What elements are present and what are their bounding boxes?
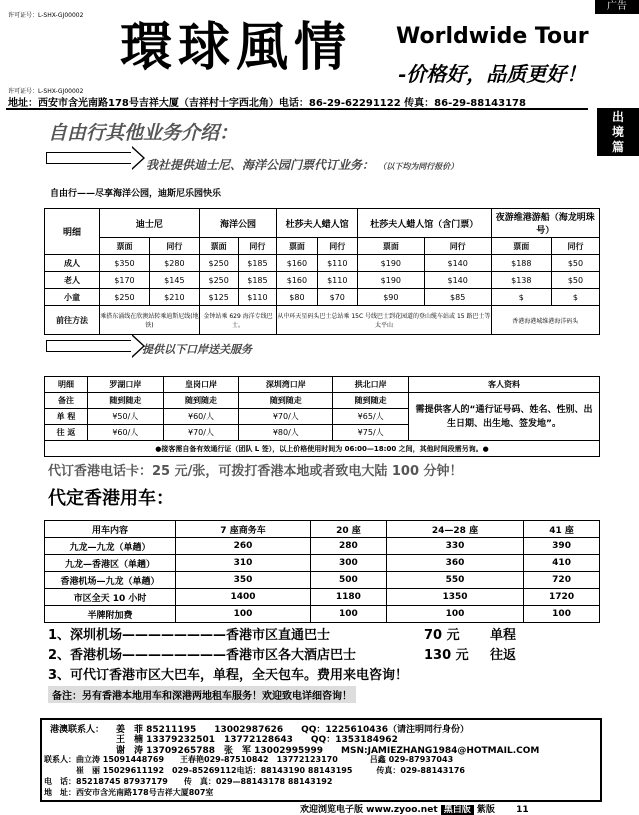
price-cell: 330 xyxy=(386,538,523,555)
subhead-border: 提供以下口岸送关服务 xyxy=(142,343,252,356)
sub-header-face: 票面 xyxy=(491,238,551,255)
price-cell: $140 xyxy=(424,255,491,272)
tickets-row-header: 明细 xyxy=(45,209,100,255)
price-cell: $70 xyxy=(317,289,357,306)
border-footnote: ●接客需自备有效通行证（团队 L 签），以上价格使用时间为 06:00—18:00 之间，其他时间段需另询。● xyxy=(45,441,600,457)
table-row xyxy=(45,606,600,623)
method-cell: 从中环天星码头巴士总站乘 15C 号线巴士到花园道的登山缆车站或 15 路巴士等太平山 xyxy=(277,306,491,335)
row-label: 前往方法 xyxy=(45,306,100,335)
table-row xyxy=(45,589,600,606)
table-row xyxy=(45,393,600,409)
border-row-header: 明细 xyxy=(45,377,88,393)
price-cell: 100 xyxy=(176,606,311,623)
free-trip-line: 自由行——尽享海洋公园，迪斯尼乐园快乐 xyxy=(50,189,222,199)
car-route: 香港机场—九龙（单趟） xyxy=(45,572,176,589)
page-number: 11 xyxy=(516,805,529,815)
bus-line-2-price: 130 元 xyxy=(424,648,469,663)
venue-header: 杜莎夫人蜡人馆（含门票） xyxy=(357,209,491,238)
contact-line: 地 址：西安市含光南路178号吉祥大厦807室 xyxy=(44,788,214,797)
logo-en: Worldwide Tour xyxy=(396,24,589,49)
price-cell: 360 xyxy=(386,555,523,572)
guest-info-cell: 需提供客人的“通行证号码、姓名、性别、出生日期、出生地、签发地”。 xyxy=(409,393,600,441)
price-cell: 300 xyxy=(311,555,387,572)
bus-line-3: 3、可代订香港市区大巴车，单程，全天包车。费用来电咨询！ xyxy=(48,668,409,683)
table-row xyxy=(45,306,600,335)
side-tab-char: 出 xyxy=(611,110,624,124)
car-header: 用车内容 xyxy=(45,521,176,538)
price-cell: $185 xyxy=(238,272,277,289)
arrow-icon xyxy=(46,340,131,352)
price-cell: $90 xyxy=(357,289,424,306)
price-cell: $250 xyxy=(100,289,150,306)
price-cell: ¥60/人 xyxy=(88,425,164,441)
price-cell: 260 xyxy=(176,538,311,555)
remark-line: 备注：另有香港本地用车和深港两地租车服务！欢迎致电详细咨询！ xyxy=(48,686,356,703)
sub-header-face: 票面 xyxy=(277,238,317,255)
car-route: 九龙—香港区（单趟） xyxy=(45,555,176,572)
contact-line: 姜 菲 85211195 13002987626 QQ：1225610436（请注明同行身份） xyxy=(116,725,470,735)
price-cell: 100 xyxy=(524,606,600,623)
venue-header: 夜游维港游船（海龙明珠号） xyxy=(491,209,599,238)
side-tab-outbound xyxy=(597,108,639,156)
car-route: 九龙—九龙（单趟） xyxy=(45,538,176,555)
price-cell: $80 xyxy=(277,289,317,306)
contact-box xyxy=(40,718,602,802)
contact-line: 电 话：85218745 87937179 传 真：029—88143178 88143192 xyxy=(44,777,333,786)
price-cell: ¥65/人 xyxy=(333,409,409,425)
car-title: 代定香港用车： xyxy=(48,488,174,509)
price-cell: $85 xyxy=(424,289,491,306)
bus-line-1-price: 70 元 xyxy=(424,628,460,643)
price-cell: 280 xyxy=(311,538,387,555)
hk-contact-label: 港澳联系人： xyxy=(50,725,105,735)
car-route: 半牌附加费 xyxy=(45,606,176,623)
price-cell: $170 xyxy=(100,272,150,289)
price-cell: $280 xyxy=(149,255,199,272)
price-cell: $250 xyxy=(199,272,238,289)
bus-line-1: 1、深圳机场————————香港市区直通巴士 xyxy=(48,628,331,643)
price-cell: $50 xyxy=(551,272,599,289)
price-cell: $145 xyxy=(149,272,199,289)
remark-cell: 随到随走 xyxy=(163,393,239,409)
footer-edition: 紫版 xyxy=(476,805,495,815)
side-tab-char: 境 xyxy=(611,125,624,139)
price-cell: ¥80/人 xyxy=(239,425,333,441)
price-cell: $138 xyxy=(491,272,551,289)
border-table xyxy=(44,376,600,457)
price-cell: $190 xyxy=(357,255,424,272)
phone-card-offer: 代订香港电话卡：25 元/张，可拨打香港本地或者致电大陆 100 分钟！ xyxy=(48,464,463,479)
price-cell: 350 xyxy=(176,572,311,589)
arrow-icon xyxy=(46,152,131,164)
car-route: 市区全天 10 小时 xyxy=(45,589,176,606)
remark-cell: 随到随走 xyxy=(333,393,409,409)
sub-header-face: 票面 xyxy=(100,238,150,255)
footer xyxy=(300,802,529,815)
venue-header: 杜莎夫人蜡人馆 xyxy=(277,209,358,238)
price-cell: ¥60/人 xyxy=(163,409,239,425)
sub-header-face: 票面 xyxy=(199,238,238,255)
price-cell: $210 xyxy=(149,289,199,306)
method-cell: 乘搭东涌线在欣澳站转乘迪斯尼线(地铁) xyxy=(100,306,200,335)
price-cell: $350 xyxy=(100,255,150,272)
footer-text: 欢迎浏览电子版 www.zyoo.net xyxy=(300,805,438,815)
side-tab-char: 篇 xyxy=(611,140,624,154)
price-cell: ¥70/人 xyxy=(239,409,333,425)
port-header: 罗湖口岸 xyxy=(88,377,164,393)
row-label: 备注 xyxy=(45,393,88,409)
sub-header-face: 票面 xyxy=(357,238,424,255)
sub-header-trade: 同行 xyxy=(317,238,357,255)
remark-cell: 随到随走 xyxy=(88,393,164,409)
price-cell: 550 xyxy=(386,572,523,589)
row-label: 单 程 xyxy=(45,409,88,425)
price-cell: $110 xyxy=(317,255,357,272)
venue-header: 海洋公园 xyxy=(199,209,276,238)
car-header: 41 座 xyxy=(524,521,600,538)
price-cell: 1180 xyxy=(311,589,387,606)
sub-header-trade: 同行 xyxy=(238,238,277,255)
price-cell: ¥75/人 xyxy=(333,425,409,441)
logo-cn: 環球風情 xyxy=(120,17,353,78)
port-header: 拱北口岸 xyxy=(333,377,409,393)
price-cell: $110 xyxy=(238,289,277,306)
price-cell: 1720 xyxy=(524,589,600,606)
price-cell: 310 xyxy=(176,555,311,572)
price-cell: 100 xyxy=(311,606,387,623)
price-cell: $ xyxy=(491,289,551,306)
divider xyxy=(6,108,588,110)
price-cell: 500 xyxy=(311,572,387,589)
tickets-table xyxy=(44,208,600,335)
sub-header-trade: 同行 xyxy=(551,238,599,255)
bus-line-2: 2、香港机场————————香港市区各大酒店巴士 xyxy=(48,648,357,663)
license-top: 许可证号：L-SHX-GJ00002 xyxy=(8,12,84,19)
subhead-tickets-text: 我社提供迪士尼、海洋公园门票代订业务： xyxy=(146,158,375,172)
price-cell: ¥70/人 xyxy=(163,425,239,441)
bus-line-2-type: 往返 xyxy=(490,648,517,663)
car-table xyxy=(44,520,600,623)
footer-badge: 黑白版 xyxy=(441,805,474,815)
price-cell: $ xyxy=(551,289,599,306)
table-row xyxy=(45,572,600,589)
contact-line: 谢 涛 13709265788 张 军 13002995999 MSN:JAMIEZHANG1984@HOTMAIL.COM xyxy=(116,746,540,756)
contact-line: 王 楠 13379232501 13772128643 QQ：1353184962 xyxy=(116,735,398,745)
sub-header-trade: 同行 xyxy=(424,238,491,255)
price-cell: $50 xyxy=(551,255,599,272)
price-cell: 1350 xyxy=(386,589,523,606)
table-row xyxy=(45,272,600,289)
port-header: 深圳湾口岸 xyxy=(239,377,333,393)
license-side: 许可证号：L-SHX-GJ00002 xyxy=(8,88,84,95)
venue-header: 迪士尼 xyxy=(100,209,200,238)
price-cell: 100 xyxy=(386,606,523,623)
row-label: 小童 xyxy=(45,289,100,306)
price-cell: 410 xyxy=(524,555,600,572)
row-label: 老人 xyxy=(45,272,100,289)
sub-header-trade: 同行 xyxy=(149,238,199,255)
price-cell: $125 xyxy=(199,289,238,306)
table-row xyxy=(45,555,600,572)
car-header: 24—28 座 xyxy=(386,521,523,538)
remark-cell: 随到随走 xyxy=(239,393,333,409)
price-cell: $185 xyxy=(238,255,277,272)
row-label: 成人 xyxy=(45,255,100,272)
price-cell: $110 xyxy=(317,272,357,289)
price-cell: ¥50/人 xyxy=(88,409,164,425)
ad-tag: 广告 xyxy=(595,0,639,14)
price-cell: 390 xyxy=(524,538,600,555)
car-header: 20 座 xyxy=(311,521,387,538)
method-cell: 金钟站乘 629 海洋专线巴士。 xyxy=(199,306,276,335)
car-header: 7 座商务车 xyxy=(176,521,311,538)
subhead-tickets-note: （以下均为同行报价） xyxy=(378,162,459,171)
price-cell: $160 xyxy=(277,272,317,289)
price-cell: $188 xyxy=(491,255,551,272)
section-title: 自由行其他业务介绍： xyxy=(48,122,239,144)
slogan: -价格好，品质更好！ xyxy=(398,62,587,86)
price-cell: $140 xyxy=(424,272,491,289)
subhead-tickets xyxy=(146,156,458,173)
bus-line-1-type: 单程 xyxy=(490,628,517,643)
contact-line: 联系人：曲立涛 15091448769 王春艳029-87510842 13772123170 吕鑫 029-87937043 xyxy=(44,755,454,764)
method-cell: 香港海港城维港海洋码头 xyxy=(491,306,599,335)
price-cell: 720 xyxy=(524,572,600,589)
price-cell: 1400 xyxy=(176,589,311,606)
table-row xyxy=(45,538,600,555)
guest-header: 客人资料 xyxy=(409,377,600,393)
table-row xyxy=(45,441,600,457)
port-header: 皇岗口岸 xyxy=(163,377,239,393)
address-line: 地址：西安市含光南路178号吉祥大厦（吉祥村十字西北角）电话：86-29-62291122 传真：86-29-88143178 xyxy=(8,98,526,109)
price-cell: $160 xyxy=(277,255,317,272)
contact-line: 崔 丽 15029611192 029-85269112电话：88143190 88143195 传真：029-88143176 xyxy=(44,766,465,775)
price-cell: $190 xyxy=(357,272,424,289)
table-row xyxy=(45,255,600,272)
row-label: 往 返 xyxy=(45,425,88,441)
table-row xyxy=(45,289,600,306)
price-cell: $250 xyxy=(199,255,238,272)
